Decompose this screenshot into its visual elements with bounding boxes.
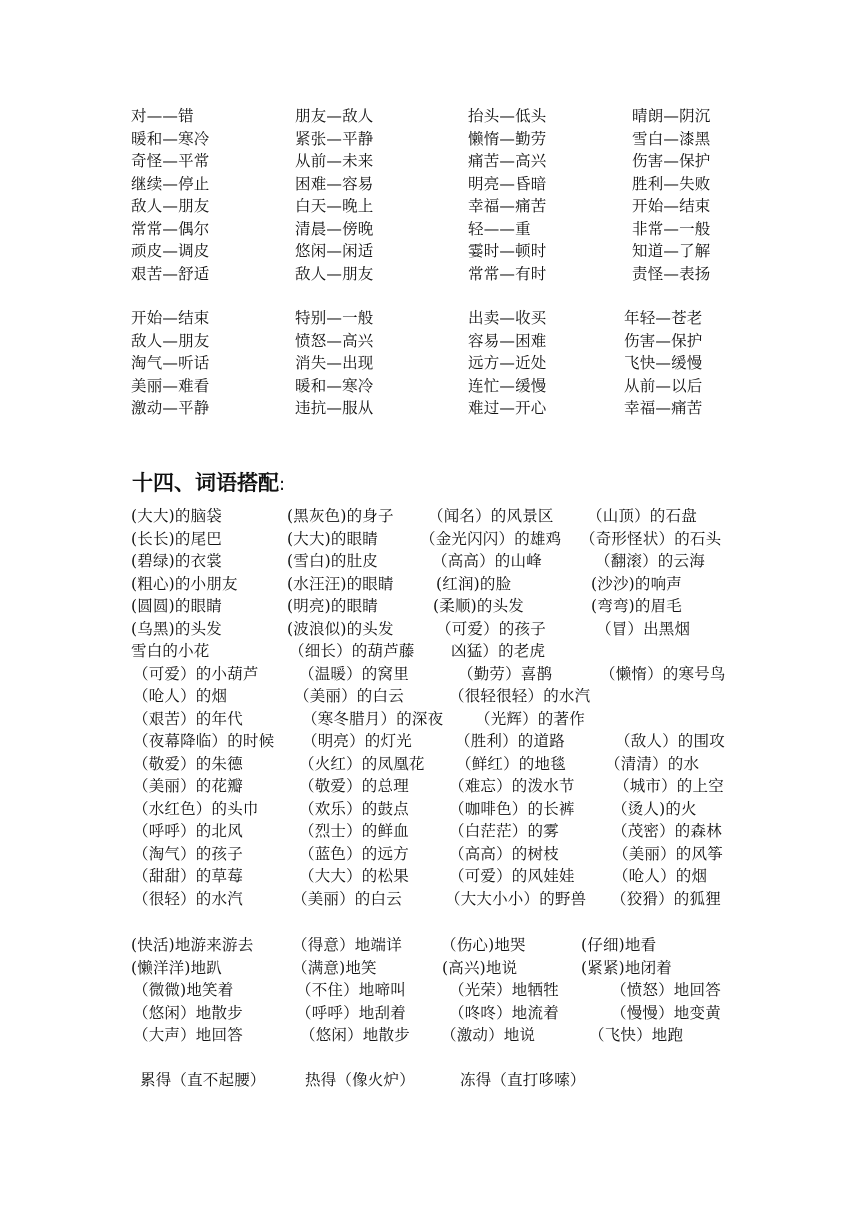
collocation-de-row <box>0 820 860 842</box>
antonym-pair-item: 暖和—寒冷 <box>131 129 210 148</box>
antonym-pair-item: 连忙—缓慢 <box>468 376 547 395</box>
antonym-pair-item: 从前—未来 <box>295 152 374 170</box>
section-heading-colon: : <box>279 474 286 495</box>
collocation-de-item: （光辉）的著作 <box>475 709 585 728</box>
collocation-de-item: （火红）的凤凰花 <box>299 754 425 773</box>
collocation-de-item: （敬爱）的朱德 <box>133 754 243 773</box>
collocation-di-row <box>0 1002 860 1024</box>
collocation-de-row <box>0 663 860 685</box>
antonym-pair-item: 激动—平静 <box>131 399 210 417</box>
collocation-di-item: （不住）地啼叫 <box>296 981 406 999</box>
collocation-de-row <box>0 775 860 797</box>
collocation-de-row <box>0 505 860 527</box>
collocation-de-item: （可爱）的孩子 <box>436 619 546 638</box>
collocation-di-item: （得意）地端详 <box>292 936 402 954</box>
antonym-pair-item: 非常—一般 <box>632 219 711 238</box>
collocation-di-item: (懒洋洋)地趴 <box>131 958 222 977</box>
antonym-pair-row <box>0 330 860 352</box>
collocation-de-item: （鲜红）的地毯 <box>456 754 566 773</box>
antonym-pair-row <box>0 195 860 217</box>
collocation-de-item: （呛人）的烟 <box>133 687 228 705</box>
collocation-de-item: （山顶）的石盘 <box>587 507 697 525</box>
antonym-pair-item: 晴朗—阴沉 <box>632 107 711 125</box>
collocation-de-item: （高高）的树枝 <box>449 844 559 863</box>
collocation-de-item: （很轻很轻）的水汽 <box>449 687 591 705</box>
antonym-pair-item: 责怪—表扬 <box>632 264 711 283</box>
antonym-pair-item: 敌人—朋友 <box>131 331 210 350</box>
antonym-pair-row <box>0 397 860 419</box>
antonym-pair-item: 特别—一般 <box>295 309 374 327</box>
antonym-pair-item: 幸福—痛苦 <box>468 197 547 215</box>
collocation-de-item: (长长)的尾巴 <box>131 529 222 548</box>
collocation-de-item: 凶猛）的老虎 <box>451 642 546 660</box>
collocation-de-item: (大大)的眼睛 <box>287 529 378 548</box>
collocation-de-item: (碧绿)的衣裳 <box>131 552 222 570</box>
antonym-pair-item: 痛苦—高兴 <box>468 152 547 170</box>
collocation-de-item: （美丽）的白云 <box>294 687 404 705</box>
collocation-de-item: (圆圆)的眼睛 <box>131 597 222 615</box>
collocation-de-item: （烈士）的鲜血 <box>299 822 409 840</box>
collocation-de-item: （淘气）的孩子 <box>133 844 243 863</box>
collocation-de-item: （水红色）的头巾 <box>133 799 259 818</box>
collocation-di-row <box>0 934 860 956</box>
antonym-pair-item: 远方—近处 <box>468 354 547 372</box>
antonym-pair-row <box>0 352 860 374</box>
collocation-de-row <box>0 798 860 820</box>
collocation-de-item: (波浪似)的头发 <box>287 619 394 638</box>
collocation-de-item: (柔顺)的头发 <box>433 597 524 615</box>
antonym-pair-item: 悠闲—闲适 <box>295 242 374 260</box>
antonym-pair-item: 顽皮—调皮 <box>131 242 210 260</box>
antonym-pair-item: 开始—结束 <box>131 309 210 327</box>
antonym-pair-item: 违抗—服从 <box>295 399 374 417</box>
antonym-pair-item: 抬头—低头 <box>468 107 547 125</box>
collocation-de-item: (弯弯)的眉毛 <box>591 597 682 615</box>
collocation-de-item: （蓝色）的远方 <box>299 844 409 863</box>
collocation-de-item: （可爱）的小葫芦 <box>133 664 259 683</box>
antonym-pair-item: 常常—有时 <box>468 264 547 283</box>
collocation-de-item: （温暖）的窝里 <box>299 664 409 683</box>
collocation-de-item: （敌人）的围攻 <box>615 732 725 750</box>
collocation-de2-row <box>0 1069 860 1091</box>
antonym-pair-item: 敌人—朋友 <box>295 264 374 283</box>
collocation-de-row <box>0 550 860 572</box>
antonym-pair-item: 幸福—痛苦 <box>624 399 703 417</box>
antonym-pair-item: 白天—晚上 <box>295 197 374 215</box>
collocation-de-item: （很轻）的水汽 <box>133 889 243 908</box>
collocation-de-item: （欢乐）的鼓点 <box>299 799 409 818</box>
collocation-de-item: （敬爱）的总理 <box>299 777 409 795</box>
collocation-de-item: (沙沙)的响声 <box>591 574 682 593</box>
antonym-pair-item: 雪白—漆黑 <box>632 129 711 148</box>
collocation-de-row <box>0 753 860 775</box>
collocation-di-item: (快活)地游来游去 <box>131 936 254 954</box>
antonym-pair-item: 愤怒—高兴 <box>295 331 374 350</box>
antonym-pair-item: 胜利—失败 <box>632 174 711 193</box>
antonym-pair-item: 明亮—昏暗 <box>468 174 547 193</box>
collocation-de-item: （美丽）的白云 <box>292 889 402 908</box>
collocation-de-item: (红润)的脸 <box>436 574 512 593</box>
collocation-di-item: (高兴)地说 <box>442 958 518 977</box>
collocation-de-item: （美丽）的风筝 <box>613 844 723 863</box>
antonym-pair-item: 消失—出现 <box>295 354 374 372</box>
antonym-pair-item: 常常—偶尔 <box>131 219 210 238</box>
antonym-pair-item: 飞快—缓慢 <box>624 354 703 372</box>
collocation-de-item: （高高）的山峰 <box>432 552 542 570</box>
collocation-de-row <box>0 685 860 707</box>
antonym-pair-row <box>0 218 860 240</box>
collocation-di-item: （光荣）地牺牲 <box>449 981 559 999</box>
antonym-pair-row <box>0 240 860 262</box>
collocation-de-item: （呼呼）的北风 <box>133 822 243 840</box>
antonym-pair-item: 出卖—收买 <box>468 309 547 327</box>
antonym-pair-item: 对——错 <box>131 107 194 125</box>
collocation-de2-item: 累得（直不起腰） <box>140 1071 266 1089</box>
collocation-de-item: (粗心)的小朋友 <box>131 574 238 593</box>
collocation-de-item: 雪白的小花 <box>131 642 210 660</box>
collocation-de-row <box>0 640 860 662</box>
antonym-pair-item: 霎时—顿时 <box>468 242 547 260</box>
collocation-de-item: （白茫茫）的雾 <box>449 822 559 840</box>
collocation-de-row <box>0 528 860 550</box>
collocation-de-item: （城市）的上空 <box>614 777 724 795</box>
collocation-de-item: （明亮）的灯光 <box>302 732 412 750</box>
antonym-pair-item: 淘气—听话 <box>131 354 210 372</box>
antonym-pair-item: 困难—容易 <box>295 174 374 193</box>
collocation-de-item: （呛人）的烟 <box>613 867 708 885</box>
collocation-de-item: （寒冬腊月）的深夜 <box>302 709 444 728</box>
antonym-pair-item: 清晨—傍晚 <box>295 219 374 238</box>
collocation-de-item: （大大小小）的野兽 <box>445 889 587 908</box>
collocation-di-item: （飞快）地跑 <box>589 1026 684 1044</box>
antonym-pair-item: 知道—了解 <box>632 242 711 260</box>
antonym-pair-item: 伤害—保护 <box>632 152 711 170</box>
collocation-de-item: (大大)的脑袋 <box>131 507 222 525</box>
collocation-di-item: (仔细)地看 <box>581 936 657 954</box>
collocation-de2-item: 热得（像火炉） <box>305 1071 415 1089</box>
collocation-di-item: （愤怒）地回答 <box>611 981 721 999</box>
collocation-di-item: （伤心)地哭 <box>441 936 526 954</box>
antonym-pair-item: 朋友—敌人 <box>295 107 374 125</box>
antonym-pair-item: 年轻—苍老 <box>624 309 703 327</box>
antonym-pair-item: 敌人—朋友 <box>131 197 210 215</box>
collocation-de-item: （胜利）的道路 <box>455 732 565 750</box>
collocation-de-item: （烫人)的火 <box>612 799 697 818</box>
collocation-di-item: （大声）地回答 <box>133 1026 243 1044</box>
antonym-pair-item: 开始—结束 <box>632 197 711 215</box>
collocation-de-item: （懒惰）的寒号鸟 <box>600 664 726 683</box>
collocation-di-item: （激动）地说 <box>441 1026 536 1044</box>
collocation-de-item: （金光闪闪）的雄鸡 <box>420 529 562 548</box>
antonym-pair-item: 伤害—保护 <box>624 331 703 350</box>
collocation-de-item: （茂密）的森林 <box>612 822 722 840</box>
collocation-de-item: （可爱）的风娃娃 <box>449 867 575 885</box>
antonym-pair-item: 艰苦—舒适 <box>131 264 210 283</box>
collocation-de-item: （翻滚）的云海 <box>595 552 705 570</box>
collocation-de-item: （冒）出黑烟 <box>596 619 691 638</box>
collocation-di-row <box>0 1024 860 1046</box>
collocation-de-item: （艰苦）的年代 <box>133 709 243 728</box>
collocation-de-item: (水汪汪)的眼睛 <box>287 574 394 593</box>
collocation-de-item: (明亮)的眼睛 <box>287 597 378 615</box>
collocation-de-row <box>0 730 860 752</box>
collocation-de-item: （夜幕降临）的时候 <box>133 732 275 750</box>
collocation-de-item: （勤劳）喜鹊 <box>458 664 553 683</box>
collocation-de-row <box>0 865 860 887</box>
collocation-de-item: （大大）的松果 <box>299 867 409 885</box>
collocation-de-item: （闻名）的风景区 <box>428 507 554 525</box>
collocation-de-item: (乌黑)的头发 <box>131 619 222 638</box>
collocation-de-item: （奇形怪状）的石头 <box>580 529 722 548</box>
antonym-pair-row <box>0 307 860 329</box>
antonym-pair-item: 难过—开心 <box>468 399 547 417</box>
collocation-de-row <box>0 618 860 640</box>
antonym-pair-row <box>0 173 860 195</box>
antonym-pair-row <box>0 150 860 172</box>
collocation-de-item: （甜甜）的草莓 <box>133 867 243 885</box>
antonym-pair-item: 继续—停止 <box>131 174 210 193</box>
antonym-pair-item: 美丽—难看 <box>131 376 210 395</box>
antonym-pair-item: 从前—以后 <box>624 376 703 395</box>
collocation-de-row <box>0 843 860 865</box>
antonym-pair-item: 奇怪—平常 <box>131 152 210 170</box>
collocation-de-item: （清清）的水 <box>605 754 700 773</box>
section-heading-text: 十四、词语搭配 <box>132 471 279 495</box>
antonym-pair-item: 懒惰—勤劳 <box>468 129 547 148</box>
antonym-pair-row <box>0 263 860 285</box>
antonym-pair-item: 暖和—寒冷 <box>295 376 374 395</box>
collocation-de-item: （狡猾）的狐狸 <box>611 889 721 908</box>
collocation-de-item: (雪白)的肚皮 <box>287 552 378 570</box>
collocation-di-item: （微微)地笑着 <box>133 981 234 999</box>
collocation-de-row <box>0 708 860 730</box>
collocation-de-row <box>0 573 860 595</box>
antonym-pair-row <box>0 375 860 397</box>
antonym-pair-item: 紧张—平静 <box>295 129 374 148</box>
section-heading <box>132 468 285 500</box>
collocation-de2-item: 冻得（直打哆嗦） <box>460 1071 586 1089</box>
collocation-di-row <box>0 957 860 979</box>
antonym-pair-row <box>0 128 860 150</box>
antonym-pair-row <box>0 105 860 127</box>
collocation-di-row <box>0 979 860 1001</box>
collocation-di-item: （慢慢）地变黄 <box>611 1003 721 1022</box>
collocation-di-item: （悠闲）地散步 <box>133 1003 243 1022</box>
collocation-de-row <box>0 888 860 910</box>
collocation-de-row <box>0 595 860 617</box>
antonym-pair-item: 轻——重 <box>468 219 531 238</box>
collocation-de-item: （美丽）的花瓣 <box>133 777 243 795</box>
collocation-di-item: （悠闲）地散步 <box>300 1026 410 1044</box>
antonym-pair-item: 容易—困难 <box>468 331 547 350</box>
collocation-di-item: （满意)地笑 <box>292 958 377 977</box>
collocation-de-item: （难忘）的泼水节 <box>449 777 575 795</box>
collocation-di-item: （呼呼）地刮着 <box>296 1003 406 1022</box>
collocation-de-item: （细长）的葫芦藤 <box>289 642 415 660</box>
collocation-de-item: (黑灰色)的身子 <box>287 507 394 525</box>
collocation-de-item: （咖啡色）的长裤 <box>449 799 575 818</box>
collocation-di-item: （咚咚）地流着 <box>449 1003 559 1022</box>
collocation-di-item: (紧紧)地闭着 <box>581 958 672 977</box>
